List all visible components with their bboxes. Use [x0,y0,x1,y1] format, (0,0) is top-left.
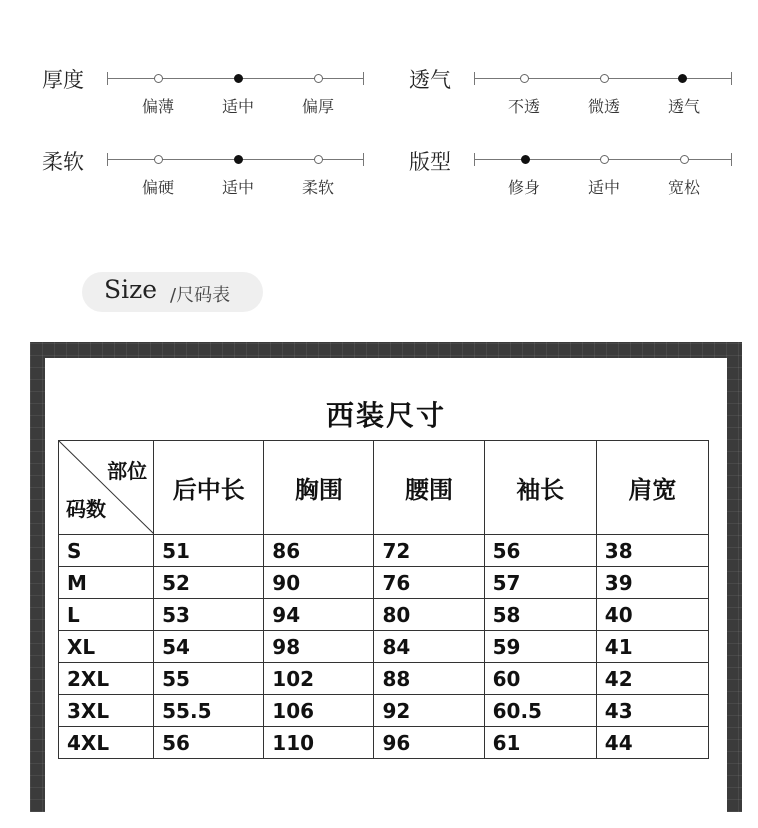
attribute-label: 版型 [409,150,451,174]
size-cell: XL [59,631,154,663]
size-heading-zh: /尺码表 [170,285,231,306]
value-cell: 60.5 [484,695,596,727]
value-cell: 59 [484,631,596,663]
size-cell: 2XL [59,663,154,695]
size-cell: L [59,599,154,631]
option-label: 柔软 [301,178,334,197]
scale-end [731,153,732,166]
value-cell: 54 [154,631,264,663]
size-cell: S [59,535,154,567]
value-cell: 60 [484,663,596,695]
value-cell: 44 [596,727,708,759]
attribute-label: 柔软 [42,150,84,174]
scale-end [363,153,364,166]
value-cell: 55.5 [154,695,264,727]
value-cell: 110 [264,727,374,759]
corner-cell [59,441,154,535]
value-cell: 40 [596,599,708,631]
value-cell: 41 [596,631,708,663]
option-label: 微透 [587,97,620,116]
size-heading-en: Size [104,275,158,304]
value-cell: 80 [374,599,484,631]
value-cell: 106 [264,695,374,727]
option-label: 适中 [587,178,620,197]
column-header: 腰围 [374,441,484,535]
table-row [59,663,709,695]
scale-end [363,72,364,85]
size-table-panel [45,358,727,828]
scale-dot-2 [678,74,687,83]
size-cell: M [59,567,154,599]
value-cell: 61 [484,727,596,759]
scale-dot-1 [234,155,243,164]
column-header: 后中长 [154,441,264,535]
value-cell: 38 [596,535,708,567]
size-table-frame [30,342,742,812]
value-cell: 43 [596,695,708,727]
option-label: 适中 [221,178,254,197]
table-row [59,695,709,727]
value-cell: 94 [264,599,374,631]
table-row [59,727,709,759]
option-label: 不透 [507,97,540,116]
value-cell: 52 [154,567,264,599]
scale-end [731,72,732,85]
value-cell: 51 [154,535,264,567]
scale-dot-1 [600,155,609,164]
option-label: 偏薄 [141,97,174,116]
scale-dot-2 [314,74,323,83]
option-label: 透气 [667,97,700,116]
value-cell: 90 [264,567,374,599]
option-label: 适中 [221,97,254,116]
value-cell: 55 [154,663,264,695]
column-header: 肩宽 [596,441,708,535]
column-header: 胸围 [264,441,374,535]
value-cell: 84 [374,631,484,663]
table-row [59,599,709,631]
value-cell: 58 [484,599,596,631]
value-cell: 53 [154,599,264,631]
scale-dot-0 [154,74,163,83]
value-cell: 86 [264,535,374,567]
scale-dot-0 [154,155,163,164]
scale-dot-0 [520,74,529,83]
attribute-label: 厚度 [42,68,84,92]
value-cell: 57 [484,567,596,599]
value-cell: 102 [264,663,374,695]
corner-label-part: 部位 [107,459,148,483]
option-label: 宽松 [667,178,700,197]
value-cell: 96 [374,727,484,759]
size-cell: 3XL [59,695,154,727]
value-cell: 76 [374,567,484,599]
value-cell: 56 [154,727,264,759]
value-cell: 56 [484,535,596,567]
scale-dot-2 [680,155,689,164]
value-cell: 88 [374,663,484,695]
value-cell: 72 [374,535,484,567]
table-row [59,631,709,663]
value-cell: 39 [596,567,708,599]
table-header-row [59,441,709,535]
value-cell: 92 [374,695,484,727]
option-label: 偏硬 [141,178,174,197]
table-row [59,535,709,567]
scale-dot-0 [521,155,530,164]
value-cell: 42 [596,663,708,695]
scale-dot-1 [600,74,609,83]
table-row [59,567,709,599]
size-table [58,440,709,759]
value-cell: 98 [264,631,374,663]
option-label: 偏厚 [301,97,334,116]
option-label: 修身 [507,178,540,197]
table-title: 西装尺寸 [325,399,446,432]
scale-dot-2 [314,155,323,164]
size-cell: 4XL [59,727,154,759]
size-heading-pill [82,272,263,312]
attribute-label: 透气 [409,68,451,92]
corner-label-size: 码数 [66,497,106,521]
scale-dot-1 [234,74,243,83]
column-header: 袖长 [484,441,596,535]
